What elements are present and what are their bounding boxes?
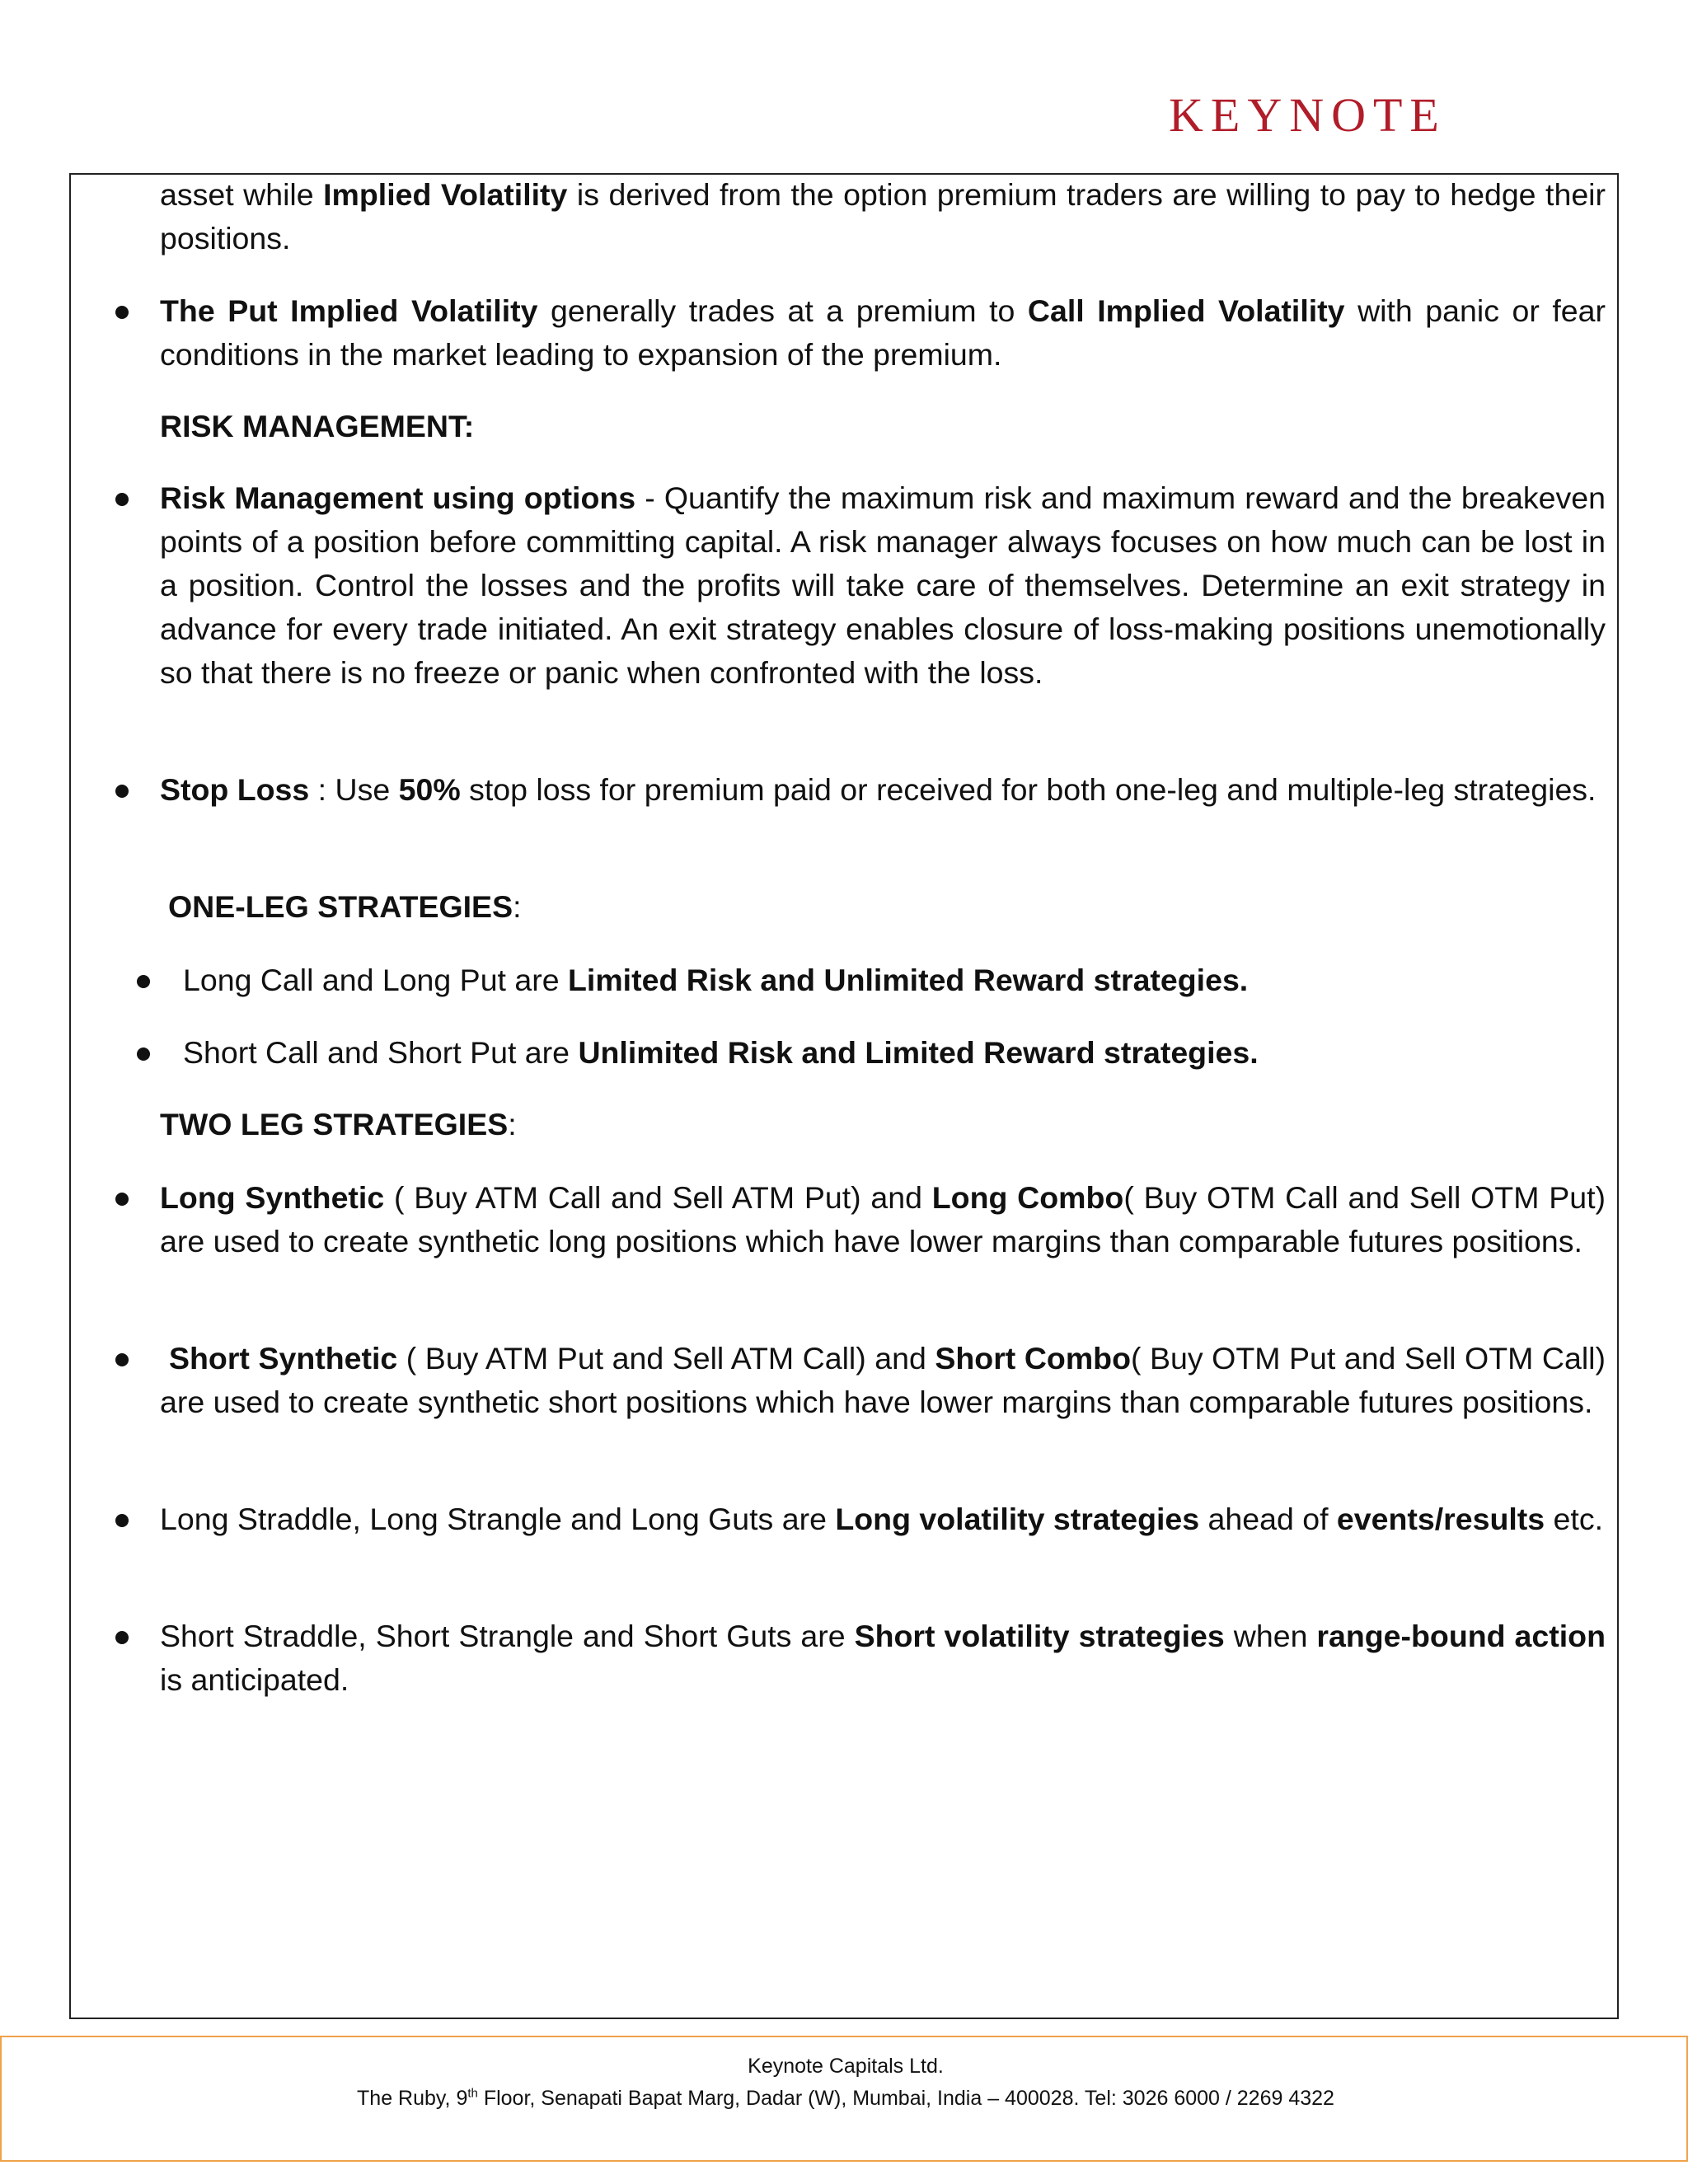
text: when (1224, 1619, 1317, 1653)
bold-text: range-bound action (1316, 1619, 1606, 1653)
list-item-stop-loss (160, 768, 1606, 812)
text: : Use (309, 772, 399, 807)
bullet-icon (137, 1047, 150, 1061)
list-item-long-call-long-put (183, 958, 1584, 1002)
list-item-long-straddle (160, 1497, 1606, 1541)
content-frame (69, 173, 1619, 2019)
bold-text: Unlimited Risk and Limited Reward strategies. (578, 1035, 1259, 1070)
text: stop loss for premium paid or received for both one-leg and multiple-leg strategies. (460, 772, 1597, 807)
bold-text: Call Implied Volatility (1027, 293, 1345, 328)
list-item-short-synthetic (160, 1337, 1606, 1424)
text: - Quantify the maximum risk and maximum reward and the breakeven points of a position before committing capital. A risk manager always focuses on how much can be lost in a position. Control the losses and the profits will take care of themselves. Determine an exit strategy in advance for every trade initiated. An exit strategy enables closure of loss-making positions unemotionally so that there is no freeze or panic when confronted with the loss. (160, 480, 1606, 690)
footer-address (2, 2085, 1688, 2111)
bullet-icon (137, 975, 150, 988)
text: is derived from the option premium traders are willing to pay to hedge their positions. (160, 177, 1606, 255)
footer-address-text: Floor, Senapati Bapat Marg, Dadar (W), Mumbai, India – 400028. Tel: 3026 6000 / 2269 4322 (477, 2087, 1334, 2110)
paragraph-implied-volatility (160, 173, 1606, 260)
text: ( Buy OTM Call and Sell OTM Put) are used to create synthetic long positions which have lower margins than comparable futures positions. (160, 1180, 1606, 1258)
bullet-icon (115, 306, 129, 319)
text: Short Call and Short Put are (183, 1035, 579, 1070)
bold-text: Limited Risk and Unlimited Reward strategies. (568, 963, 1249, 997)
footer (0, 2036, 1688, 2162)
footer-company-name: Keynote Capitals Ltd. (748, 2055, 944, 2078)
bullet-icon (115, 1353, 129, 1366)
list-item-short-call-short-put (183, 1031, 1584, 1075)
text: asset while (160, 177, 324, 212)
text: Long Call and Long Put are (183, 963, 569, 997)
bold-text: Short Combo (935, 1341, 1131, 1376)
list-item-risk-management-options (160, 476, 1606, 695)
heading-label: TWO LEG STRATEGIES (160, 1107, 509, 1141)
bullet-icon (115, 785, 129, 798)
bold-text: Long Synthetic (160, 1180, 385, 1215)
bold-text: Stop Loss (160, 772, 310, 807)
bold-text: The Put Implied Volatility (160, 293, 538, 328)
list-item-put-implied-volatility (160, 289, 1606, 377)
list-item-long-synthetic (160, 1176, 1606, 1263)
text: Short Straddle, Short Strangle and Short Guts are (160, 1619, 855, 1653)
text: is anticipated. (160, 1662, 349, 1697)
bold-text: Long Combo (931, 1180, 1124, 1215)
bold-text: Short volatility strategies (854, 1619, 1225, 1653)
heading-two-leg-strategies (160, 1103, 517, 1146)
bullet-icon (115, 493, 129, 506)
bold-text: Implied Volatility (323, 177, 568, 212)
text: ( Buy ATM Put and Sell ATM Call) and (397, 1341, 935, 1376)
heading-colon: : (513, 889, 522, 924)
bold-text: events/results (1336, 1502, 1545, 1536)
bold-text: 50% (398, 772, 461, 807)
list-item-short-straddle (160, 1615, 1606, 1702)
text: generally trades at a premium to (537, 293, 1028, 328)
bold-text: Long volatility strategies (835, 1502, 1200, 1536)
text: etc. (1545, 1502, 1604, 1536)
heading-colon: : (508, 1107, 517, 1141)
text: ( Buy OTM Put and Sell OTM Call) are used to create synthetic short positions which have lower margins than comparable futures positions. (160, 1341, 1606, 1419)
bold-text: Risk Management using options (160, 480, 636, 515)
text: with panic or fear conditions in the market leading to expansion of the premium. (160, 293, 1606, 372)
footer-address-superscript: th (467, 2086, 478, 2101)
keynote-logo: KEYNOTE (1169, 88, 1447, 142)
heading-risk-management: RISK MANAGEMENT: (160, 409, 475, 443)
bold-text: Short Synthetic (169, 1341, 398, 1376)
bullet-icon (115, 1193, 129, 1206)
bullet-icon (115, 1514, 129, 1527)
footer-address-text: The Ruby, 9 (357, 2087, 468, 2110)
text: Long Straddle, Long Strangle and Long Guts are (160, 1502, 836, 1536)
heading-label: ONE-LEG STRATEGIES (168, 889, 513, 924)
text: ahead of (1199, 1502, 1337, 1536)
bullet-icon (115, 1631, 129, 1644)
text: ( Buy ATM Call and Sell ATM Put) and (384, 1180, 932, 1215)
heading-one-leg-strategies (168, 885, 522, 929)
